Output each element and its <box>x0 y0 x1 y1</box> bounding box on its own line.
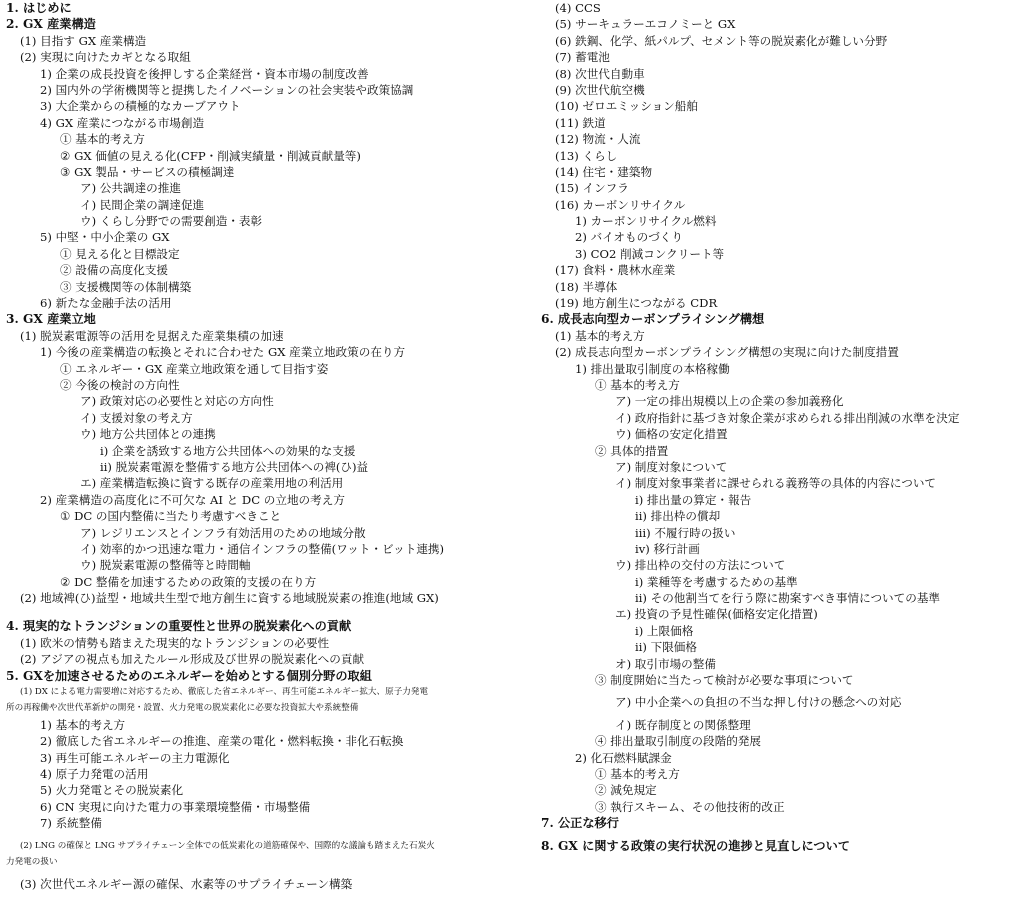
toc-entry: ② 具体的措置 <box>595 443 669 458</box>
toc-entry: ① 基本的考え方 <box>595 766 680 781</box>
toc-entry: ア) 政策対応の必要性と対応の方向性 <box>80 394 274 409</box>
toc-entry: イ) 制度対象事業者に課せられる義務等の具体的内容について <box>615 476 937 491</box>
toc-entry: (7) 蓄電池 <box>555 50 610 65</box>
toc-section-heading: 8. GX に関する政策の実行状況の進捗と見直しについて <box>541 838 850 853</box>
toc-section-heading: 1. はじめに <box>6 1 72 15</box>
toc-section-heading: 3. GX 産業立地 <box>6 312 96 327</box>
toc-entry: ⅰ) 業種等を考慮するための基準 <box>635 574 798 589</box>
toc-entry: ① 見える化と目標設定 <box>60 246 180 261</box>
toc-entry: ② 設備の高度化支援 <box>60 263 169 278</box>
toc-entry: ① 基本的考え方 <box>595 377 680 392</box>
toc-entry: ⅰ) 排出量の算定・報告 <box>635 492 752 507</box>
toc-entry: (4) CCS <box>555 1 601 15</box>
toc-entry: イ) 支援対象の考え方 <box>80 410 193 425</box>
toc-entry: 2) 徹底した省エネルギーの推進、産業の電化・燃料転換・非化石転換 <box>40 734 404 749</box>
toc-entry: (10) ゼロエミッション船舶 <box>555 99 698 114</box>
toc-entry: 4) 原子力発電の活用 <box>40 766 149 781</box>
toc-entry: ウ) 価格の安定化措置 <box>615 427 728 442</box>
toc-entry: ② 今後の検討の方向性 <box>60 377 180 392</box>
toc-entry: ① エネルギー・GX 産業立地政策を通して目指す姿 <box>60 361 329 376</box>
toc-entry: 所の再稼働や次世代革新炉の開発・設置、火力発電の脱炭素化に必要な投資拡大や系統整備 <box>6 703 359 714</box>
toc-entry: ア) 一定の排出規模以上の企業の参加義務化 <box>615 394 844 409</box>
toc-entry: ⅱ) 脱炭素電源を整備する地方公共団体への裨(ひ)益 <box>100 459 369 474</box>
toc-entry: ③ 執行スキーム、その他技術的改正 <box>595 799 785 814</box>
toc-entry: 2) 化石燃料賦課金 <box>575 750 672 765</box>
toc-entry: 力発電の扱い <box>6 856 58 867</box>
toc-entry: (5) サーキュラーエコノミーと GX <box>555 17 736 32</box>
toc-entry: ⅰ) 企業を誘致する地方公共団体への効果的な支援 <box>100 443 356 458</box>
toc-entry: (9) 次世代航空機 <box>555 82 645 97</box>
toc-entry: オ) 取引市場の整備 <box>615 656 716 671</box>
toc-entry: (2) 成長志向型カーボンプライシング構想の実現に向けた制度措置 <box>555 345 899 360</box>
toc-entry: 1) 今後の産業構造の転換とそれに合わせた GX 産業立地政策の在り方 <box>40 345 406 360</box>
toc-entry: ⅱ) 下限価格 <box>635 640 697 655</box>
toc-entry: (19) 地方創生につながる CDR <box>555 296 718 311</box>
toc-entry: (18) 半導体 <box>555 279 618 294</box>
toc-entry: ウ) 排出枠の交付の方法について <box>615 558 786 573</box>
toc-entry: (2) LNG の確保と LNG サプライチェーン全体での低炭素化の道筋確保や、国際的な議論も踏まえた石炭火 <box>20 840 435 851</box>
toc-entry: (16) カーボンリサイクル <box>555 197 686 212</box>
toc-left-column <box>6 0 538 893</box>
toc-entry: (1) 目指す GX 産業構造 <box>20 33 147 48</box>
toc-entry: ア) レジリエンスとインフラ有効活用のための地域分散 <box>80 525 366 540</box>
toc-entry: ⅱ) その他割当てを行う際に勘案すべき事情についての基準 <box>635 591 941 606</box>
toc-entry: ウ) 脱炭素電源の整備等と時間軸 <box>80 558 251 573</box>
toc-entry: 5) 火力発電とその脱炭素化 <box>40 783 184 798</box>
toc-entry: (17) 食料・農林水産業 <box>555 263 676 278</box>
toc-entry: 3) 再生可能エネルギーの主力電源化 <box>40 750 230 765</box>
toc-entry: ② GX 価値の見える化(CFP・削減実績量・削減貢献量等) <box>60 148 361 163</box>
toc-entry: (13) くらし <box>555 148 618 163</box>
toc-entry: ② DC 整備を加速するための政策的支援の在り方 <box>60 574 317 589</box>
toc-entry: (14) 住宅・建築物 <box>555 164 653 179</box>
toc-entry: エ) 投資の予見性確保(価格安定化措置) <box>615 607 818 622</box>
toc-entry: (1) 基本的考え方 <box>555 328 645 343</box>
toc-entry: 5) 中堅・中小企業の GX <box>40 230 170 245</box>
toc-entry: エ) 産業構造転換に資する既存の産業用地の利活用 <box>80 476 344 491</box>
toc-entry: (1) 欧米の情勢も踏まえた現実的なトランジションの必要性 <box>20 635 330 650</box>
toc-entry: ウ) くらし分野での需要創造・表彰 <box>80 214 263 229</box>
toc-entry: (12) 物流・人流 <box>555 132 641 147</box>
toc-right-column <box>541 0 1011 854</box>
toc-section-heading: 4. 現実的なトランジションの重要性と世界の脱炭素化への貢献 <box>6 619 352 634</box>
toc-entry: (1) 脱炭素電源等の活用を見据えた産業集積の加速 <box>20 328 284 343</box>
toc-entry: 2) 国内外の学術機関等と提携したイノベーションの社会実装や政策協調 <box>40 82 414 97</box>
toc-entry: 6) 新たな金融手法の活用 <box>40 296 172 311</box>
toc-entry: (6) 鉄鋼、化学、紙パルプ、セメント等の脱炭素化が難しい分野 <box>555 33 888 48</box>
toc-entry: ① 基本的考え方 <box>60 132 145 147</box>
toc-entry: (2) 地域裨(ひ)益型・地域共生型で地方創生に資する地域脱炭素の推進(地域 GX) <box>20 591 439 606</box>
toc-entry: 1) 企業の成長投資を後押しする企業経営・資本市場の制度改善 <box>40 66 369 81</box>
toc-entry: 1) 排出量取引制度の本格稼働 <box>575 361 730 376</box>
toc-entry: 2) 産業構造の高度化に不可欠な AI と DC の立地の考え方 <box>40 492 345 507</box>
toc-entry: 3) 大企業からの積極的なカーブアウト <box>40 99 241 114</box>
toc-entry: 4) GX 産業につながる市場創造 <box>40 115 205 130</box>
toc-entry: ア) 中小企業への負担の不当な押し付けの懸念への対応 <box>615 695 902 710</box>
toc-entry: ① DC の国内整備に当たり考慮すべきこと <box>60 509 282 524</box>
toc-entry: ⅲ) 不履行時の扱い <box>635 525 736 540</box>
toc-entry: ア) 制度対象について <box>615 459 728 474</box>
toc-entry: 2) バイオものづくり <box>575 230 683 245</box>
toc-entry: 1) カーボンリサイクル燃料 <box>575 214 717 229</box>
toc-entry: ア) 公共調達の推進 <box>80 181 181 196</box>
toc-entry: (1) DX による電力需要増に対応するため、徹底した省エネルギー、再生可能エネルギー拡大、原子力発電 <box>20 687 429 698</box>
toc-section-heading: 7. 公正な移行 <box>541 816 619 831</box>
toc-entry: 6) CN 実現に向けた電力の事業環境整備・市場整備 <box>40 799 311 814</box>
toc-entry: (8) 次世代自動車 <box>555 66 645 81</box>
toc-entry: ウ) 地方公共団体との連携 <box>80 427 216 442</box>
toc-entry: イ) 効率的かつ迅速な電力・通信インフラの整備(ワット・ビット連携) <box>80 541 445 556</box>
toc-entry: イ) 民間企業の調達促進 <box>80 197 205 212</box>
toc-entry: イ) 政府指針に基づき対象企業が求められる排出削減の水準を決定 <box>615 410 960 425</box>
toc-entry: 3) CO2 削減コンクリート等 <box>575 246 725 261</box>
toc-entry: ⅳ) 移行計画 <box>635 541 700 556</box>
toc-entry: 1) 基本的考え方 <box>40 717 126 732</box>
toc-section-heading: 5. GXを加速させるためのエネルギーを始めとする個別分野の取組 <box>6 668 372 683</box>
toc-entry: (2) 実現に向けたカギとなる取組 <box>20 50 191 65</box>
toc-entry: (11) 鉄道 <box>555 115 606 130</box>
toc-entry: (3) 次世代エネルギー源の確保、水素等のサプライチェーン構築 <box>20 877 353 892</box>
toc-entry: ② 減免規定 <box>595 783 657 798</box>
toc-entry: (2) アジアの視点も加えたルール形成及び世界の脱炭素化への貢献 <box>20 652 365 667</box>
toc-entry: イ) 既存制度との関係整理 <box>615 717 751 732</box>
toc-entry: ⅰ) 上限価格 <box>635 623 694 638</box>
toc-entry: 7) 系統整備 <box>40 816 102 831</box>
toc-entry: ⅱ) 排出枠の償却 <box>635 509 721 524</box>
toc-entry: ③ 支援機関等の体制構築 <box>60 279 192 294</box>
toc-entry: ③ 制度開始に当たって検討が必要な事項について <box>595 673 854 688</box>
toc-entry: (15) インフラ <box>555 181 629 196</box>
toc-entry: ③ GX 製品・サービスの積極調達 <box>60 164 235 179</box>
toc-entry: ④ 排出量取引制度の段階的発展 <box>595 734 761 749</box>
toc-section-heading: 2. GX 産業構造 <box>6 17 96 32</box>
toc-section-heading: 6. 成長志向型カーボンプライシング構想 <box>541 312 765 327</box>
